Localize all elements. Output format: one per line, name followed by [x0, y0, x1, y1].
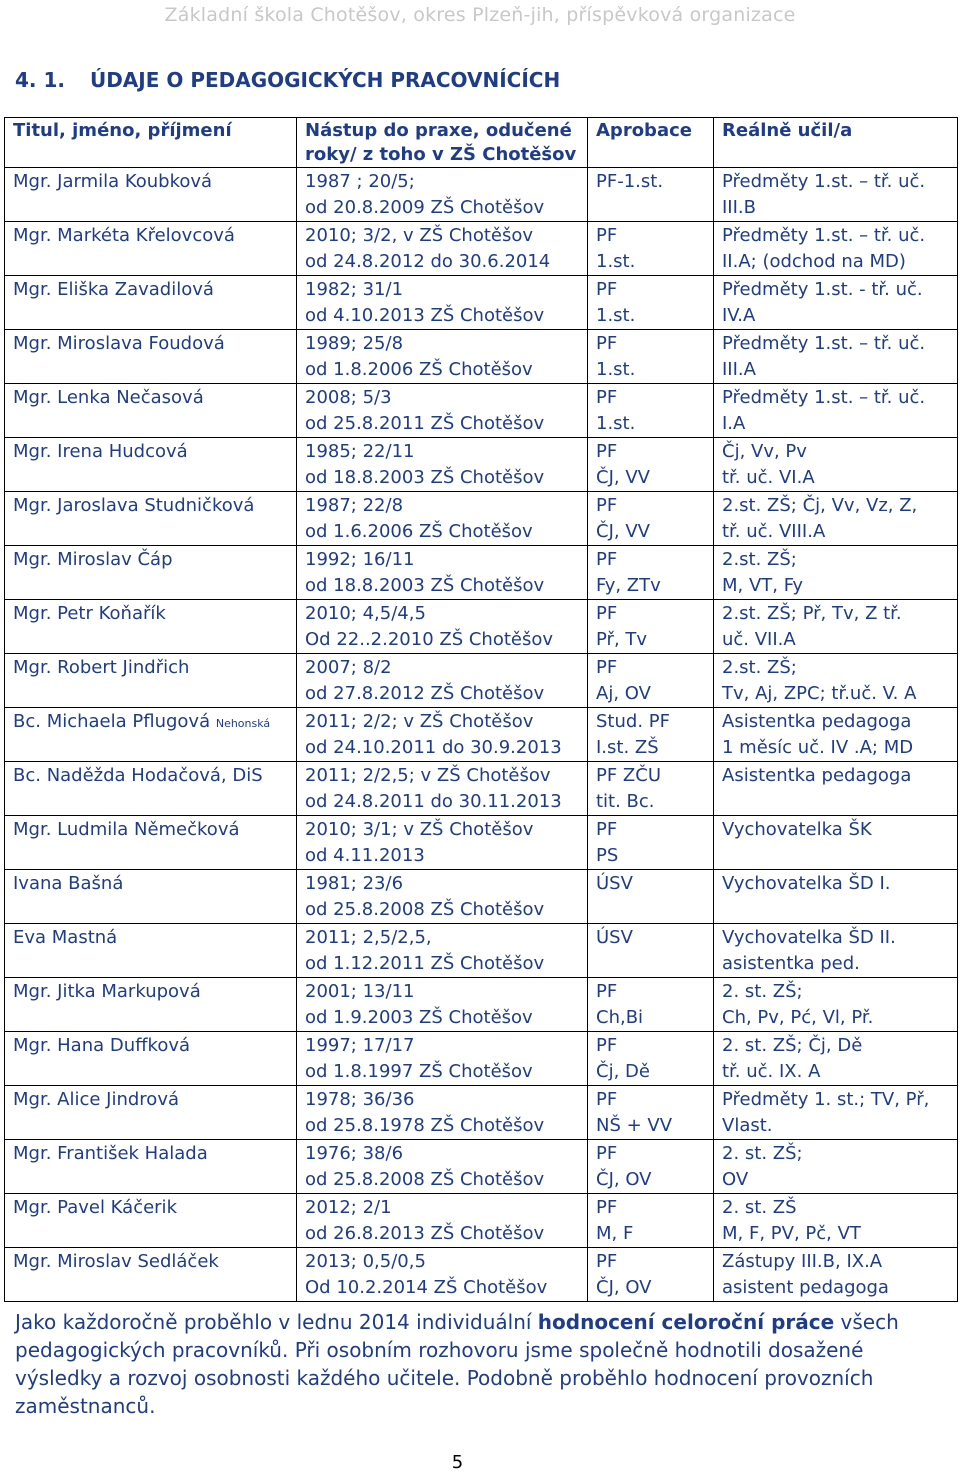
cell-practice-line: 1981; 23/6	[305, 873, 404, 894]
cell-approbation-line: 1.st.	[596, 305, 636, 326]
cell-approbation	[588, 546, 714, 600]
staff-name: Mgr. Hana Duffková	[13, 1035, 191, 1056]
cell-taught	[714, 816, 958, 870]
cell-practice-line: 1982; 31/1	[305, 279, 404, 300]
cell-taught	[714, 492, 958, 546]
cell-taught	[714, 1194, 958, 1248]
cell-approbation-line: PF	[596, 279, 618, 300]
cell-taught	[714, 924, 958, 978]
cell-name	[5, 924, 297, 978]
cell-name	[5, 816, 297, 870]
table-row	[5, 762, 958, 816]
cell-practice-line: Od 22..2.2010 ZŠ Chotěšov	[305, 629, 554, 650]
staff-name: Mgr. Irena Hudcová	[13, 441, 188, 462]
cell-practice-line: 2011; 2,5/2,5,	[305, 927, 432, 948]
cell-name	[5, 654, 297, 708]
cell-approbation-line: PF	[596, 441, 618, 462]
cell-taught	[714, 1032, 958, 1086]
cell-practice	[297, 330, 588, 384]
table-row	[5, 1086, 958, 1140]
table-row	[5, 168, 958, 222]
staff-name: Mgr. Pavel Káčerik	[13, 1197, 177, 1218]
cell-taught-line: III.B	[722, 197, 756, 218]
section-heading	[15, 68, 560, 92]
cell-approbation-line: Stud. PF	[596, 711, 670, 732]
cell-taught-line: M, F, PV, Pč, VT	[722, 1223, 861, 1244]
cell-taught	[714, 654, 958, 708]
cell-name	[5, 600, 297, 654]
staff-name: Bc. Michaela Pflugová	[13, 711, 211, 732]
cell-practice	[297, 492, 588, 546]
cell-name	[5, 384, 297, 438]
cell-approbation-line: I.st. ZŠ	[596, 737, 659, 758]
cell-practice-line: 2007; 8/2	[305, 657, 392, 678]
cell-practice-line: od 18.8.2003 ZŠ Chotěšov	[305, 575, 545, 596]
staff-name: Mgr. Markéta Křelovcová	[13, 225, 235, 246]
cell-name	[5, 1086, 297, 1140]
cell-approbation-line: PF	[596, 1251, 618, 1272]
cell-practice-line: od 1.12.2011 ZŠ Chotěšov	[305, 953, 545, 974]
staff-name: Mgr. Robert Jindřich	[13, 657, 190, 678]
table-row	[5, 276, 958, 330]
cell-approbation	[588, 708, 714, 762]
cell-taught-line: Předměty 1.st. – tř. uč.	[722, 333, 926, 354]
cell-approbation	[588, 384, 714, 438]
cell-taught	[714, 276, 958, 330]
cell-taught-line: 2.st. ZŠ; Čj, Vv, Vz, Z,	[722, 495, 918, 516]
cell-name	[5, 1248, 297, 1302]
cell-taught	[714, 600, 958, 654]
cell-approbation-line: M, F	[596, 1223, 634, 1244]
table-row	[5, 654, 958, 708]
staff-name: Eva Mastná	[13, 927, 118, 948]
cell-practice-line: Od 10.2.2014 ZŠ Chotěšov	[305, 1277, 548, 1298]
cell-practice	[297, 762, 588, 816]
cell-taught	[714, 1140, 958, 1194]
cell-taught-line: M, VT, Fy	[722, 575, 804, 596]
cell-taught-line: Vlast.	[722, 1115, 773, 1136]
header-practice-line1: Nástup do praxe, odučené	[305, 120, 572, 141]
cell-approbation-line: ČJ, VV	[596, 467, 650, 488]
cell-practice	[297, 654, 588, 708]
cell-practice	[297, 1140, 588, 1194]
cell-taught-line: 1 měsíc uč. IV .A; MD	[722, 737, 914, 758]
cell-practice-line: 2011; 2/2,5; v ZŠ Chotěšov	[305, 765, 551, 786]
table-row	[5, 1140, 958, 1194]
cell-practice-line: od 20.8.2009 ZŠ Chotěšov	[305, 197, 545, 218]
header-practice-line2: roky/ z toho v ZŠ Chotěšov	[305, 144, 577, 165]
cell-practice	[297, 384, 588, 438]
cell-taught-line: I.A	[722, 413, 746, 434]
cell-practice	[297, 168, 588, 222]
cell-taught-line: Asistentka pedagoga	[722, 711, 912, 732]
cell-practice-line: od 25.8.1978 ZŠ Chotěšov	[305, 1115, 545, 1136]
table-row	[5, 222, 958, 276]
table-row	[5, 600, 958, 654]
cell-practice-line: 1976; 38/6	[305, 1143, 404, 1164]
cell-taught-line: 2.st. ZŠ;	[722, 657, 797, 678]
table-row	[5, 492, 958, 546]
cell-practice-line: od 25.8.2008 ZŠ Chotěšov	[305, 1169, 545, 1190]
cell-practice-line: od 1.8.2006 ZŠ Chotěšov	[305, 359, 533, 380]
table-row	[5, 1032, 958, 1086]
cell-practice	[297, 1086, 588, 1140]
cell-taught-line: Zástupy III.B, IX.A	[722, 1251, 883, 1272]
cell-practice-line: od 4.10.2013 ZŠ Chotěšov	[305, 305, 545, 326]
cell-approbation-line: PF	[596, 1197, 618, 1218]
cell-practice	[297, 1248, 588, 1302]
cell-taught-line: III.A	[722, 359, 756, 380]
cell-taught-line: II.A; (odchod na MD)	[722, 251, 906, 272]
cell-approbation-line: PF	[596, 1035, 618, 1056]
cell-name	[5, 546, 297, 600]
cell-taught-line: 2. st. ZŠ; Čj, Dě	[722, 1035, 863, 1056]
table-row	[5, 384, 958, 438]
cell-approbation-line: PF	[596, 603, 618, 624]
staff-name: Mgr. Jarmila Koubková	[13, 171, 213, 192]
cell-practice-line: 2012; 2/1	[305, 1197, 392, 1218]
cell-approbation	[588, 816, 714, 870]
table-row	[5, 546, 958, 600]
cell-taught-line	[722, 897, 953, 923]
section-title: ÚDAJE O PEDAGOGICKÝCH PRACOVNÍCÍCH	[89, 68, 561, 92]
cell-practice-line: od 1.8.1997 ZŠ Chotěšov	[305, 1061, 533, 1082]
cell-practice-line: 1987 ; 20/5;	[305, 171, 415, 192]
cell-approbation-line: Fy, ZTv	[596, 575, 661, 596]
cell-approbation-line: NŠ + VV	[596, 1115, 673, 1136]
cell-practice	[297, 222, 588, 276]
cell-approbation	[588, 492, 714, 546]
cell-approbation	[588, 1194, 714, 1248]
cell-approbation	[588, 438, 714, 492]
cell-practice	[297, 1032, 588, 1086]
staff-name: Bc. Naděžda Hodačová, DiS	[13, 765, 263, 786]
cell-approbation-line: PF ZČU	[596, 765, 662, 786]
cell-practice	[297, 708, 588, 762]
cell-taught-line: 2. st. ZŠ	[722, 1197, 797, 1218]
cell-practice-line: 1985; 22/11	[305, 441, 415, 462]
cell-name	[5, 438, 297, 492]
cell-approbation-line: PF	[596, 333, 618, 354]
cell-practice-line: 1992; 16/11	[305, 549, 415, 570]
staff-name: Mgr. Petr Koňařík	[13, 603, 166, 624]
cell-practice-line: 1987; 22/8	[305, 495, 404, 516]
cell-approbation-line: ČJ, OV	[596, 1277, 652, 1298]
cell-approbation	[588, 1086, 714, 1140]
cell-approbation-line: Ch,Bi	[596, 1007, 644, 1028]
cell-name	[5, 276, 297, 330]
cell-taught-line: tř. uč. IX. A	[722, 1061, 821, 1082]
cell-approbation-line: PF	[596, 981, 618, 1002]
cell-taught-line: uč. VII.A	[722, 629, 796, 650]
cell-practice	[297, 924, 588, 978]
cell-taught-line: 2. st. ZŠ;	[722, 981, 803, 1002]
cell-approbation-line: PF	[596, 225, 618, 246]
cell-taught-line: asistentka ped.	[722, 953, 860, 974]
cell-practice-line: od 24.8.2011 do 30.11.2013	[305, 791, 562, 812]
cell-approbation	[588, 978, 714, 1032]
cell-taught-line: Vychovatelka ŠD II.	[722, 927, 896, 948]
table-row	[5, 1194, 958, 1248]
cell-taught-line: tř. uč. VI.A	[722, 467, 815, 488]
cell-practice-line: 2001; 13/11	[305, 981, 415, 1002]
paragraph-text-1: Jako každoročně proběhlo v lednu 2014 individuální	[15, 1310, 538, 1334]
cell-practice	[297, 816, 588, 870]
cell-approbation	[588, 924, 714, 978]
cell-practice-line: od 27.8.2012 ZŠ Chotěšov	[305, 683, 545, 704]
cell-practice-line: 2013; 0,5/0,5	[305, 1251, 426, 1272]
cell-approbation-line: ÚSV	[596, 927, 633, 948]
cell-taught	[714, 978, 958, 1032]
cell-practice	[297, 438, 588, 492]
cell-name	[5, 978, 297, 1032]
cell-approbation-line: PF	[596, 387, 618, 408]
page-number: 5	[451, 1452, 464, 1473]
cell-taught	[714, 708, 958, 762]
table-row	[5, 816, 958, 870]
cell-practice-line: od 18.8.2003 ZŠ Chotěšov	[305, 467, 545, 488]
cell-approbation	[588, 276, 714, 330]
cell-practice-line: 2010; 4,5/4,5	[305, 603, 426, 624]
cell-taught-line: 2.st. ZŠ; Př, Tv, Z tř.	[722, 603, 902, 624]
cell-name	[5, 222, 297, 276]
table-row	[5, 330, 958, 384]
cell-taught-line: OV	[722, 1169, 749, 1190]
cell-taught	[714, 870, 958, 924]
cell-practice-line: od 4.11.2013	[305, 845, 425, 866]
cell-taught-line: Předměty 1. st.; TV, Př,	[722, 1089, 930, 1110]
staff-name: Mgr. Miroslav Čáp	[13, 549, 173, 570]
cell-taught-line: IV.A	[722, 305, 756, 326]
table-row	[5, 438, 958, 492]
cell-approbation	[588, 168, 714, 222]
cell-taught	[714, 222, 958, 276]
cell-practice-line: od 24.10.2011 do 30.9.2013	[305, 737, 562, 758]
cell-practice-line: od 26.8.2013 ZŠ Chotěšov	[305, 1223, 545, 1244]
header-practice	[297, 118, 588, 168]
cell-practice	[297, 600, 588, 654]
table-header-row	[5, 118, 958, 168]
cell-approbation-line: ČJ, VV	[596, 521, 650, 542]
staff-name: Mgr. Lenka Nečasová	[13, 387, 204, 408]
cell-approbation-line: PF-1.st.	[596, 171, 664, 192]
cell-taught-line: asistent pedagoga	[722, 1277, 889, 1298]
cell-practice-line: od 24.8.2012 do 30.6.2014	[305, 251, 551, 272]
cell-approbation	[588, 1032, 714, 1086]
table-row	[5, 870, 958, 924]
cell-name	[5, 330, 297, 384]
cell-approbation	[588, 222, 714, 276]
cell-approbation-line: PS	[596, 845, 619, 866]
cell-practice	[297, 276, 588, 330]
cell-practice-line: od 25.8.2011 ZŠ Chotěšov	[305, 413, 545, 434]
table-body	[5, 168, 958, 1302]
cell-taught-line: Vychovatelka ŠD I.	[722, 873, 891, 894]
cell-taught-line: 2. st. ZŠ;	[722, 1143, 803, 1164]
cell-approbation-line: PF	[596, 657, 618, 678]
staff-name: Ivana Bašná	[13, 873, 124, 894]
cell-taught-line: Předměty 1.st. - tř. uč.	[722, 279, 923, 300]
cell-approbation	[588, 600, 714, 654]
staff-name: Mgr. Eliška Zavadilová	[13, 279, 214, 300]
cell-practice	[297, 546, 588, 600]
document-header: Základní škola Chotěšov, okres Plzeň-jih, příspěvková organizace	[164, 4, 796, 26]
cell-name	[5, 1140, 297, 1194]
cell-practice	[297, 1194, 588, 1248]
table-row	[5, 1248, 958, 1302]
cell-name	[5, 762, 297, 816]
cell-taught-line: Tv, Aj, ZPC; tř.uč. V. A	[722, 683, 917, 704]
cell-practice-line: od 25.8.2008 ZŠ Chotěšov	[305, 899, 545, 920]
cell-approbation-line: tit. Bc.	[596, 791, 655, 812]
cell-approbation-line: Aj, OV	[596, 683, 651, 704]
header-taught: Reálně učil/a	[714, 118, 958, 168]
cell-approbation	[588, 762, 714, 816]
cell-practice-line: 2008; 5/3	[305, 387, 392, 408]
cell-approbation	[588, 870, 714, 924]
cell-taught-line	[722, 789, 953, 815]
cell-approbation-line: 1.st.	[596, 413, 636, 434]
table-row	[5, 924, 958, 978]
cell-name	[5, 168, 297, 222]
cell-taught-line	[722, 843, 953, 869]
cell-taught	[714, 168, 958, 222]
evaluation-paragraph	[15, 1308, 915, 1420]
cell-taught	[714, 384, 958, 438]
cell-taught-line: Předměty 1.st. – tř. uč.	[722, 225, 926, 246]
cell-approbation-line: ÚSV	[596, 873, 633, 894]
cell-practice-line: 1978; 36/36	[305, 1089, 415, 1110]
cell-approbation	[588, 1140, 714, 1194]
cell-taught	[714, 438, 958, 492]
cell-approbation	[588, 654, 714, 708]
staff-name: Mgr. Jitka Markupová	[13, 981, 201, 1002]
cell-taught	[714, 1086, 958, 1140]
cell-approbation-line: 1.st.	[596, 251, 636, 272]
table-row	[5, 708, 958, 762]
cell-taught-line: Ch, Pv, Pć, Vl, Př.	[722, 1007, 874, 1028]
staff-name: Mgr. Miroslava Foudová	[13, 333, 225, 354]
paragraph-text-2: všech pedagogických pracovníků. Při osobním rozhovoru jsme společně hodnotili dosažené výsledky a rozvoj osobnosti každého učitele. Podobně proběhlo hodnocení provozních zaměstnanců.	[15, 1310, 899, 1418]
cell-name	[5, 870, 297, 924]
cell-practice-line: 2010; 3/1; v ZŠ Chotěšov	[305, 819, 534, 840]
cell-approbation-line: 1.st.	[596, 359, 636, 380]
header-name: Titul, jméno, příjmení	[5, 118, 297, 168]
cell-approbation-line: ČJ, OV	[596, 1169, 652, 1190]
cell-taught-line: Čj, Vv, Pv	[722, 441, 807, 462]
cell-practice	[297, 978, 588, 1032]
cell-practice-line: 2011; 2/2; v ZŠ Chotěšov	[305, 711, 534, 732]
cell-approbation	[588, 330, 714, 384]
cell-taught-line: Asistentka pedagoga	[722, 765, 912, 786]
cell-practice-line: 1989; 25/8	[305, 333, 404, 354]
cell-approbation-line: PF	[596, 495, 618, 516]
cell-approbation-line: PF	[596, 549, 618, 570]
cell-approbation-line: Př, Tv	[596, 629, 648, 650]
cell-taught-line: 2.st. ZŠ;	[722, 549, 797, 570]
cell-taught-line: Předměty 1.st. – tř. uč.	[722, 171, 926, 192]
cell-approbation	[588, 1248, 714, 1302]
staff-name: Mgr. Ludmila Němečková	[13, 819, 240, 840]
paragraph-bold: hodnocení celoroční práce	[537, 1310, 835, 1334]
cell-approbation-line: PF	[596, 1143, 618, 1164]
cell-practice-line: 2010; 3/2, v ZŠ Chotěšov	[305, 225, 534, 246]
cell-practice-line: od 1.9.2003 ZŠ Chotěšov	[305, 1007, 533, 1028]
cell-taught	[714, 546, 958, 600]
cell-practice-line: 1997; 17/17	[305, 1035, 415, 1056]
cell-practice-line: od 1.6.2006 ZŠ Chotěšov	[305, 521, 533, 542]
cell-name	[5, 708, 297, 762]
staff-name: Mgr. Alice Jindrová	[13, 1089, 179, 1110]
cell-approbation-line: PF	[596, 819, 618, 840]
section-number: 4. 1.	[15, 68, 65, 92]
cell-approbation-line: PF	[596, 1089, 618, 1110]
cell-taught	[714, 762, 958, 816]
cell-name	[5, 1032, 297, 1086]
table-row	[5, 978, 958, 1032]
cell-approbation-line: Čj, Dě	[596, 1061, 650, 1082]
cell-practice	[297, 870, 588, 924]
staff-name-note: Nehonská	[215, 717, 271, 730]
cell-taught	[714, 1248, 958, 1302]
staff-name: Mgr. Jaroslava Studničková	[13, 495, 255, 516]
cell-name	[5, 1194, 297, 1248]
cell-taught-line: Předměty 1.st. – tř. uč.	[722, 387, 926, 408]
header-approbation: Aprobace	[588, 118, 714, 168]
cell-name	[5, 492, 297, 546]
cell-taught	[714, 330, 958, 384]
cell-taught-line: tř. uč. VIII.A	[722, 521, 826, 542]
cell-taught-line: Vychovatelka ŠK	[722, 819, 872, 840]
staff-name: Mgr. Miroslav Sedláček	[13, 1251, 219, 1272]
staff-name: Mgr. František Halada	[13, 1143, 208, 1164]
staff-table	[4, 117, 958, 1302]
